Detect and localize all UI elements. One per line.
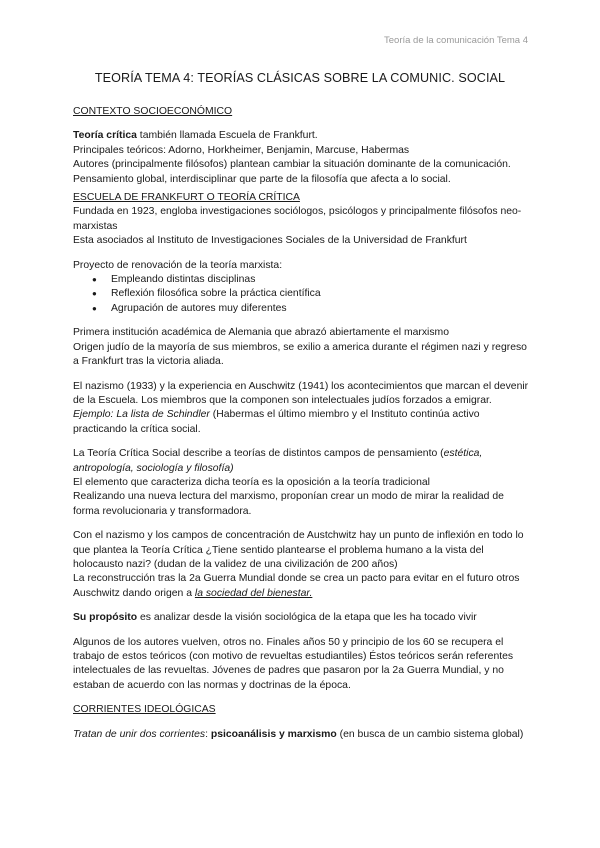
bold-term: Su propósito [73, 612, 138, 624]
example-italic: Ejemplo: La lista de Schindler [73, 409, 210, 421]
paragraph: Autores (principalmente filósofos) plantean cambiar la situación dominante de la comunicación. [73, 159, 511, 171]
paragraph: Fundada en 1923, engloba investigaciones sociólogos, psicólogos y principalmente filósofos neo-marxistas [73, 206, 522, 232]
list-item: ● Agrupación de autores muy diferentes [111, 302, 533, 316]
paragraph: Principales teóricos: Adorno, Horkheimer, Benjamin, Marcuse, Habermas [73, 144, 410, 156]
paragraph: Pensamiento global, interdisciplinar que parte de la filosofía que afecta a lo social. [73, 173, 451, 185]
bullet-list [73, 273, 533, 316]
paragraph: La Teoría Crítica Social describe a teorías de distintos campos de pensamiento (estética, antropología, sociología y filosofía) [73, 448, 483, 474]
paragraph: El nazismo (1933) y la experiencia en Auschwitz (1941) los acontecimientos que marcan el devenir de la Escuela. Los miembros que la componen son intelectuales judíos forzados a emigrar. Ejemplo: La lista de Schindler (Habermas el último miembro y el Instituto continúa activo practicando la crítica social. [73, 380, 529, 435]
underlined-italic-text: la sociedad del bienestar. [194, 587, 313, 599]
section-heading-corrientes: CORRIENTES IDEOLÓGICAS [73, 704, 216, 716]
bold-term: Teoría crítica [73, 130, 137, 142]
document-title: TEORÍA TEMA 4: TEORÍAS CLÁSICAS SOBRE LA COMUNIC. SOCIAL [94, 71, 506, 85]
document-body [73, 105, 533, 742]
paragraph: Tratan de unir dos corrientes: psicoanálisis y marxismo (en busca de un cambio sistema global) [73, 728, 524, 740]
paragraph: El elemento que caracteriza dicha teoría es la oposición a la teoría tradicional [73, 476, 430, 488]
paragraph: Teoría crítica también llamada Escuela de Frankfurt. [73, 130, 318, 142]
paragraph: La reconstrucción tras la 2a Guerra Mundial donde se crea un pacto para evitar en el futuro otros Auschwitz dando origen a la sociedad del bienestar. [73, 573, 520, 599]
paragraph: Primera institución académica de Alemania que abrazó abiertamente el marxismo [73, 327, 449, 339]
bold-term: psicoanálisis y marxismo [210, 728, 337, 740]
list-item: ● Empleando distintas disciplinas [111, 273, 533, 287]
paragraph: Algunos de los autores vuelven, otros no. Finales años 50 y principio de los 60 se recupera el trabajo de estos teóricos (con motivo de revueltas estudiantiles) Éstos teóricos serán referentes intelectuales de las revueltas. Jóvenes de padres que pasaron por la 2a Guerra Mundial, y no estaban de acuerdo con las normas y doctrinas de la época. [73, 636, 514, 691]
paragraph: Esta asociados al Instituto de Investigaciones Sociales de la Universidad de Frankfurt [73, 235, 467, 247]
paragraph: Con el nazismo y los campos de concentración de Austchwitz hay un punto de inflexión en todo lo que plantea la Teoría Crítica ¿Tiene sentido plantearse el problema humano a la vista del holocausto nazi? (dudan de la validez de una civilización de 200 años) [73, 530, 524, 570]
paragraph: Proyecto de renovación de la teoría marxista: [73, 259, 283, 271]
paragraph: Origen judío de la mayoría de sus miembros, se exilio a america durante el régimen nazi y regreso a Frankfurt tras la victoria aliada. [73, 341, 527, 368]
paragraph: Realizando una nueva lectura del marxismo, proponían crear un modo de mirar la realidad de forma revolucionaria y transformadora. [73, 491, 504, 517]
paragraph: Su propósito es analizar desde la visión sociológica de la etapa que les ha tocado vivir [73, 612, 477, 624]
page-header: Teoría de la comunicación Tema 4 [384, 35, 528, 46]
italic-text: estética, antropología, sociología y filosofía) [73, 448, 483, 474]
section-heading-contexto: CONTEXTO SOCIOECONÓMICO [73, 106, 233, 117]
italic-text: Tratan de unir dos corrientes [73, 728, 206, 740]
list-item: ● Reflexión filosófica sobre la práctica científica [111, 287, 533, 301]
section-heading-escuela: ESCUELA DE FRANKFURT O TEORÍA CRÍTICA [73, 192, 300, 204]
